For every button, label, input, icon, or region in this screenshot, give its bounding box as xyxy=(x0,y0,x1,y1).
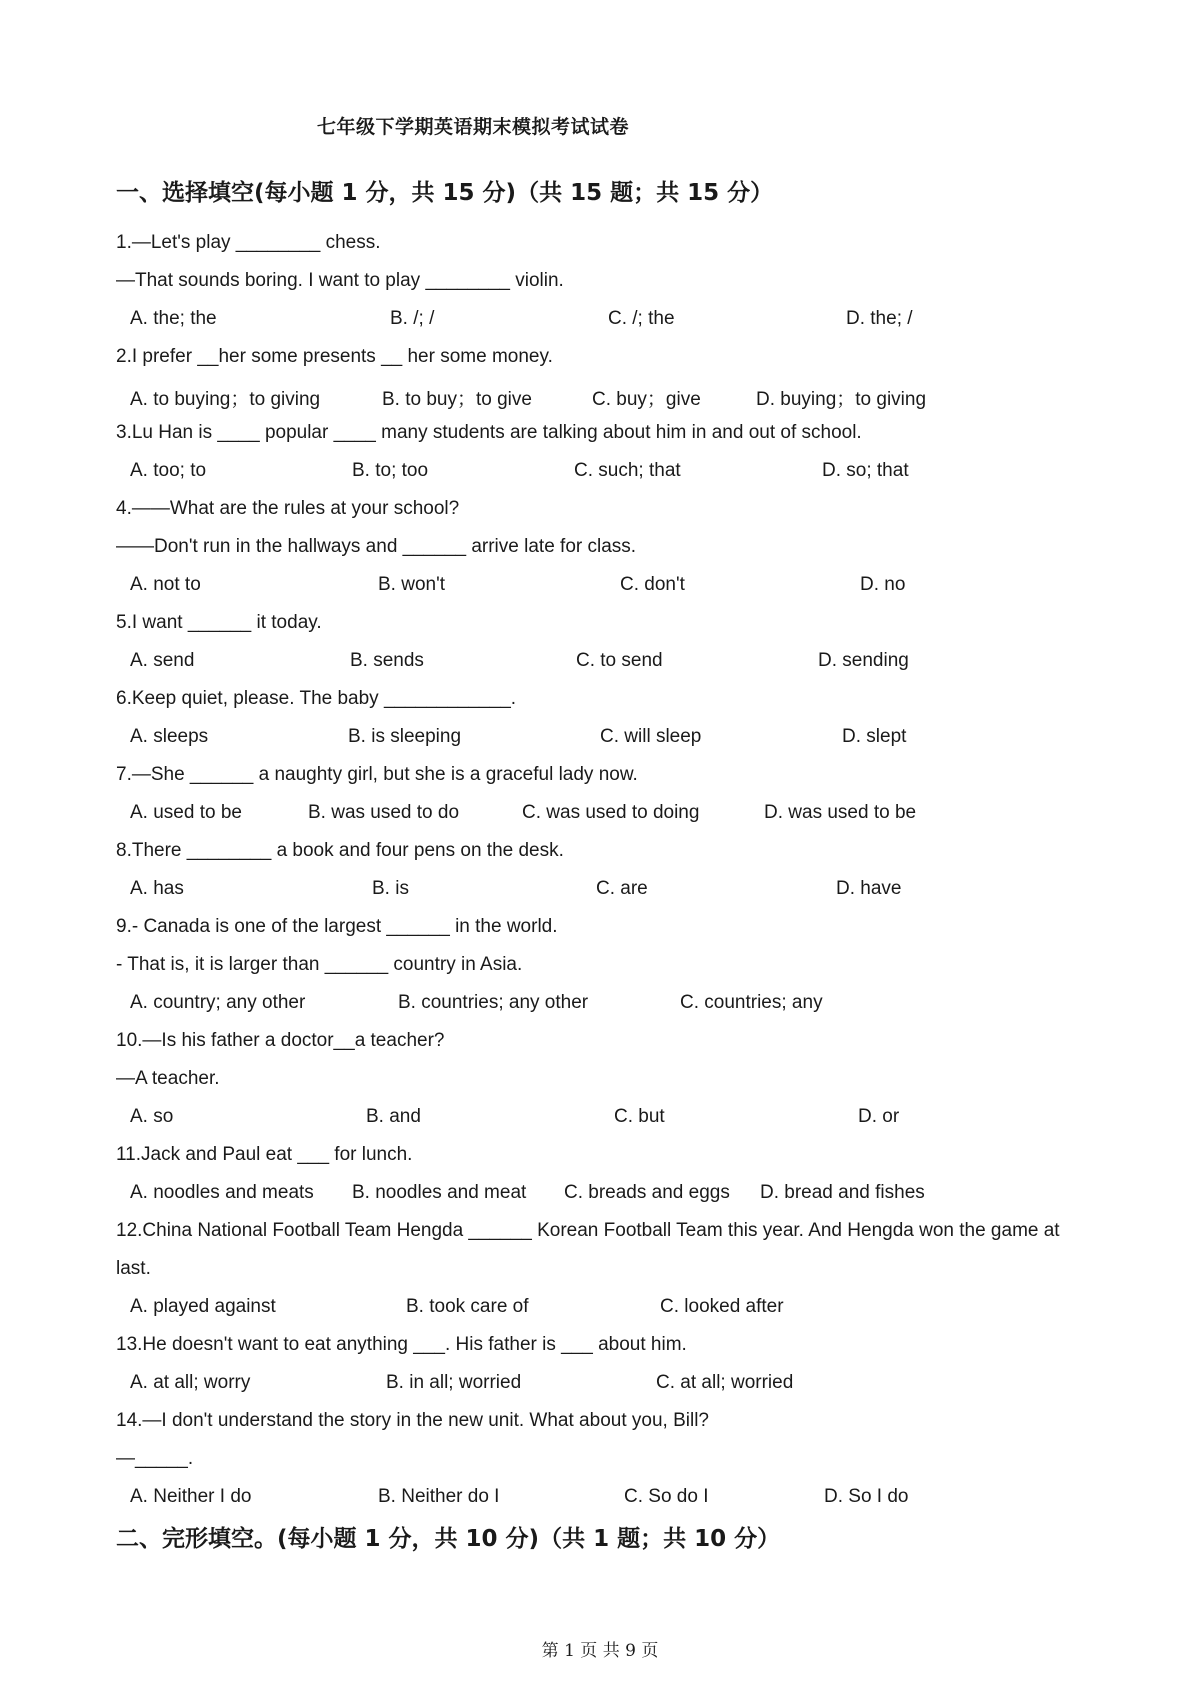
question-8-options xyxy=(130,878,1130,904)
question-8-line: 8.There ________ a book and four pens on the desk. xyxy=(116,840,564,861)
option-a[interactable]: A. at all; worry xyxy=(130,1372,251,1393)
question-3-line: 3.Lu Han is ____ popular ____ many students are talking about him in and out of school. xyxy=(116,422,862,443)
option-a[interactable]: A. not to xyxy=(130,574,201,595)
option-b[interactable]: B. won't xyxy=(378,574,445,595)
option-b[interactable]: B. took care of xyxy=(406,1296,529,1317)
question-5-line: 5.I want ______ it today. xyxy=(116,612,322,633)
question-14-line-1: 14.—I don't understand the story in the new unit. What about you, Bill? xyxy=(116,1410,709,1431)
option-b[interactable]: B. sends xyxy=(350,650,424,671)
question-1-options xyxy=(130,308,1130,334)
option-c[interactable]: C. breads and eggs xyxy=(564,1182,730,1203)
option-b[interactable]: B. was used to do xyxy=(308,802,460,823)
section-heading-choice: 一、选择填空(每小题 1 分，共 15 分)（共 15 题；共 15 分） xyxy=(116,180,774,206)
option-d[interactable]: D. or xyxy=(858,1106,900,1127)
option-d[interactable]: D. bread and fishes xyxy=(760,1182,925,1203)
option-d[interactable]: D. buying；to giving xyxy=(756,389,927,410)
question-10-line-2: —A teacher. xyxy=(116,1068,220,1089)
option-b[interactable]: B. countries; any other xyxy=(398,992,589,1013)
option-b[interactable]: B. is sleeping xyxy=(348,726,462,747)
option-b[interactable]: B. Neither do I xyxy=(378,1486,500,1507)
option-d[interactable]: D. was used to be xyxy=(764,802,917,823)
option-c[interactable]: C. So do I xyxy=(624,1486,709,1507)
option-a[interactable]: A. played against xyxy=(130,1296,276,1317)
option-a[interactable]: A. send xyxy=(130,650,195,671)
option-a[interactable]: A. used to be xyxy=(130,802,242,823)
question-9-options xyxy=(130,992,1130,1018)
option-a[interactable]: A. so xyxy=(130,1106,174,1127)
question-1-line-2: —That sounds boring. I want to play ________ violin. xyxy=(116,270,564,291)
question-4-line-2: ——Don't run in the hallways and ______ arrive late for class. xyxy=(116,536,637,557)
option-c[interactable]: C. but xyxy=(614,1106,665,1127)
question-13-options xyxy=(130,1372,1130,1398)
option-b[interactable]: B. to; too xyxy=(352,460,429,481)
question-6-options xyxy=(130,726,1130,752)
question-2-line: 2.I prefer __her some presents __ her some money. xyxy=(116,346,553,367)
option-c[interactable]: C. are xyxy=(596,878,648,899)
option-d[interactable]: D. So I do xyxy=(824,1486,909,1507)
option-a[interactable]: A. country; any other xyxy=(130,992,306,1013)
option-d[interactable]: D. so; that xyxy=(822,460,909,481)
question-11-line: 11.Jack and Paul eat ___ for lunch. xyxy=(116,1144,413,1165)
option-d[interactable]: D. no xyxy=(860,574,906,595)
option-b[interactable]: B. noodles and meat xyxy=(352,1182,527,1203)
question-12-line-2: last. xyxy=(116,1258,151,1279)
question-5-options xyxy=(130,650,1130,676)
option-c[interactable]: C. will sleep xyxy=(600,726,702,747)
question-7-options xyxy=(130,802,1130,828)
option-c[interactable]: C. such; that xyxy=(574,460,681,481)
option-c[interactable]: C. don't xyxy=(620,574,685,595)
option-a[interactable]: A. has xyxy=(130,878,184,899)
option-b[interactable]: B. to buy；to give xyxy=(382,389,532,410)
option-b[interactable]: B. is xyxy=(372,878,409,899)
option-d[interactable]: D. sending xyxy=(818,650,909,671)
question-9-line-1: 9.- Canada is one of the largest ______ in the world. xyxy=(116,916,558,937)
question-3-options xyxy=(130,460,1130,486)
question-12-line-1: 12.China National Football Team Hengda ______ Korean Football Team this year. And Hengda won the game at xyxy=(116,1220,1060,1241)
option-b[interactable]: B. /; / xyxy=(390,308,435,329)
question-2-options xyxy=(130,384,1130,410)
question-7-line: 7.—She ______ a naughty girl, but she is a graceful lady now. xyxy=(116,764,638,785)
option-b[interactable]: B. in all; worried xyxy=(386,1372,522,1393)
option-a[interactable]: A. sleeps xyxy=(130,726,209,747)
option-a[interactable]: A. Neither I do xyxy=(130,1486,252,1507)
page-footer: 第 1 页 共 9 页 xyxy=(541,1641,659,1661)
option-c[interactable]: C. looked after xyxy=(660,1296,784,1317)
option-a[interactable]: A. noodles and meats xyxy=(130,1182,314,1203)
question-13-line: 13.He doesn't want to eat anything ___. His father is ___ about him. xyxy=(116,1334,687,1355)
question-14-options xyxy=(130,1486,1130,1512)
option-c[interactable]: C. countries; any xyxy=(680,992,823,1013)
question-10-options xyxy=(130,1106,1130,1132)
question-6-line: 6.Keep quiet, please. The baby ____________. xyxy=(116,688,517,709)
question-4-options xyxy=(130,574,1130,600)
question-14-line-2: —_____. xyxy=(116,1448,194,1469)
option-d[interactable]: D. slept xyxy=(842,726,907,747)
option-d[interactable]: D. the; / xyxy=(846,308,913,329)
question-1-line-1: 1.—Let's play ________ chess. xyxy=(116,232,381,253)
page-title: 七年级下学期英语期末模拟考试试卷 xyxy=(317,116,630,138)
option-c[interactable]: C. was used to doing xyxy=(522,802,700,823)
question-9-line-2: - That is, it is larger than ______ country in Asia. xyxy=(116,954,523,975)
option-c[interactable]: C. at all; worried xyxy=(656,1372,794,1393)
option-c[interactable]: C. /; the xyxy=(608,308,675,329)
option-d[interactable]: D. have xyxy=(836,878,902,899)
question-10-line-1: 10.—Is his father a doctor__a teacher? xyxy=(116,1030,445,1051)
question-11-options xyxy=(130,1182,1130,1208)
option-a[interactable]: A. too; to xyxy=(130,460,207,481)
option-c[interactable]: C. buy；give xyxy=(592,389,701,410)
question-4-line-1: 4.——What are the rules at your school? xyxy=(116,498,460,519)
option-b[interactable]: B. and xyxy=(366,1106,421,1127)
option-a[interactable]: A. to buying；to giving xyxy=(130,389,321,410)
section-heading-cloze: 二、完形填空。(每小题 1 分，共 10 分)（共 1 题；共 10 分） xyxy=(116,1526,781,1552)
option-a[interactable]: A. the; the xyxy=(130,308,217,329)
question-12-options xyxy=(130,1296,1130,1322)
option-c[interactable]: C. to send xyxy=(576,650,663,671)
